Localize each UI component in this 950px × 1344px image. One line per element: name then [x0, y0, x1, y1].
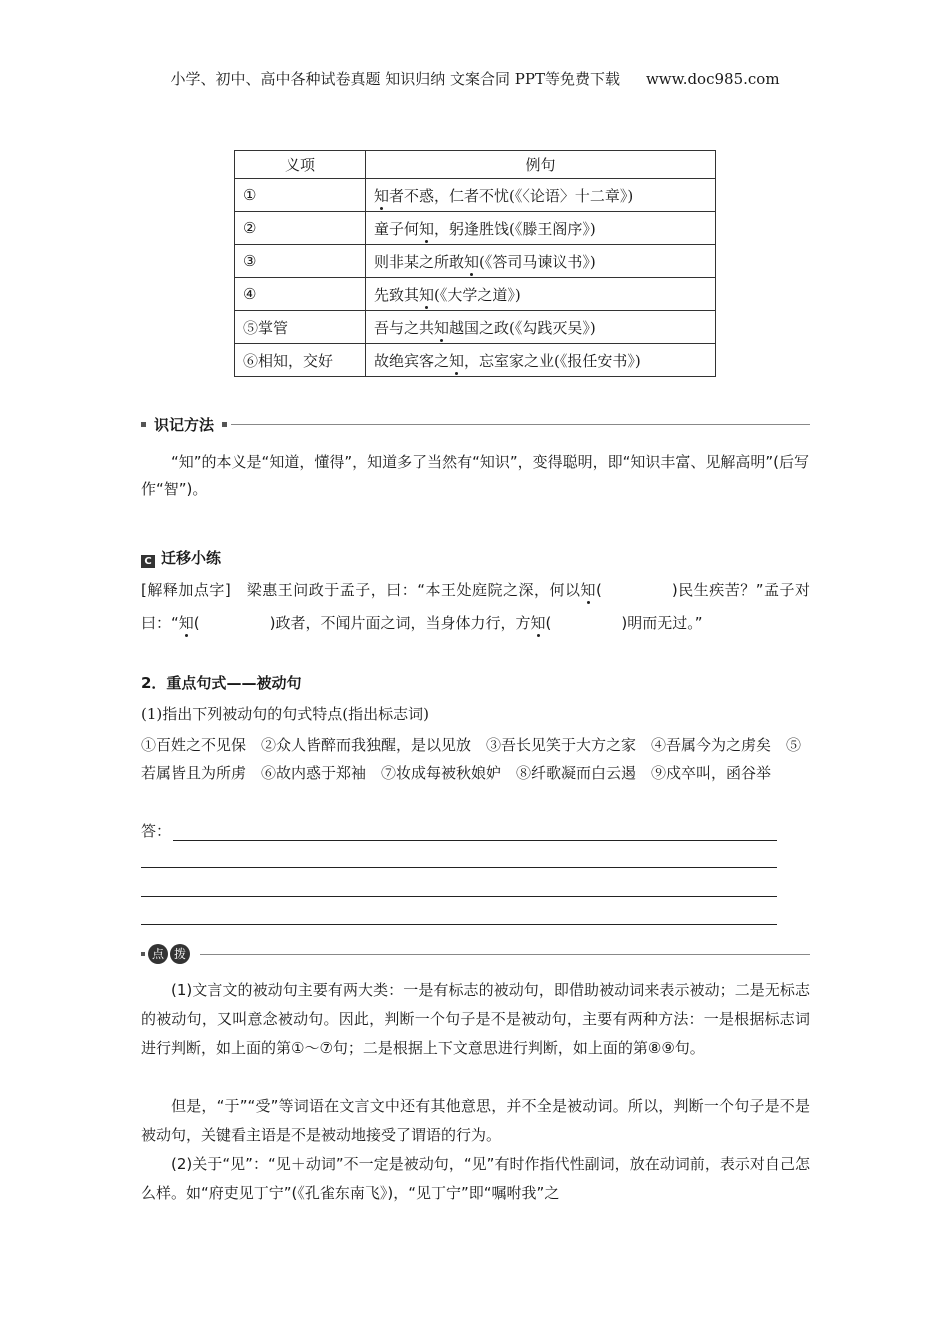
dotted-char: 知: [178, 614, 194, 632]
divider: [200, 954, 810, 955]
example-cell: 知者不惑，仁者不忧(《〈论语〉十二章》): [366, 179, 716, 212]
dotted-char: 知: [374, 186, 390, 205]
sense-table: [234, 150, 716, 377]
example-cell: 故绝宾客之知，忘室家之业(《报任安书》): [366, 344, 716, 377]
divider: [231, 424, 810, 425]
sense-cell: ①: [235, 179, 366, 212]
tip-para-2: 但是，“于”“受”等词语在文言文中还有其他意思，并不全是被动词。所以，判断一个句子是不是被动句，关键看主语是不是被动地接受了谓语的行为。: [141, 1097, 810, 1144]
table-row: [235, 311, 716, 344]
example-cell: 先致其知(《大学之道》): [366, 278, 716, 311]
sense-cell: ③: [235, 245, 366, 278]
table-row: [235, 179, 716, 212]
dotted-char: 知: [449, 351, 465, 370]
section2-question: (1)指出下列被动句的句式特点(指出标志词): [141, 705, 429, 723]
table-header-row: [235, 151, 716, 179]
answer-label: 答：: [141, 822, 172, 840]
tip-para-1: (1)文言文的被动句主要有两大类：一是有标志的被动句，即借助被动词来表示被动；二是无标志的被动句，又叫意念被动句。因此，判断一个句子是不是被动句，主要有两种方法：一是根据标志词进行判断，如上面的第①～⑦句；二是根据上下文意思进行判断，如上面的第⑧⑨句。: [141, 981, 810, 1057]
square-bullet-icon: [222, 422, 227, 427]
sense-cell: ⑥相知，交好: [235, 344, 366, 377]
answer-line[interactable]: [141, 867, 777, 868]
practice-title: 迁移小练: [161, 549, 222, 567]
tip-circle-1: 点: [148, 944, 168, 964]
dotted-char: 知: [419, 285, 435, 304]
header-site[interactable]: www.doc985.com: [645, 70, 780, 88]
practice-c-icon: C: [141, 555, 155, 568]
table-row: [235, 245, 716, 278]
page-header: [0, 68, 950, 89]
practice-text: [解释加点字] 梁惠王问政于孟子，曰：“本王处庭院之深，何以知( )民生疾苦？”孟子对曰：“知( )政者，不闻片面之词，当身体力行，方知( )明而无过。”: [141, 581, 811, 632]
answer-line[interactable]: [141, 924, 777, 925]
method-title: 识记方法: [154, 415, 215, 434]
dotted-char: 知: [464, 252, 480, 271]
square-bullet-icon: [141, 422, 146, 427]
section2-title: 2．重点句式——被动句: [141, 674, 302, 692]
sense-cell: ②: [235, 212, 366, 245]
tip-heading: [141, 942, 810, 966]
table-row: [235, 278, 716, 311]
example-cell: 童子何知，躬逢胜饯(《滕王阁序》): [366, 212, 716, 245]
dotted-char: 知: [580, 581, 597, 599]
table-row: [235, 344, 716, 377]
header-text: 小学、初中、高中各种试卷真题 知识归纳 文案合同 PPT等免费下载: [170, 70, 620, 88]
sense-cell: ⑤掌管: [235, 311, 366, 344]
header-sense: 义项: [235, 151, 366, 179]
answer-line[interactable]: [141, 896, 777, 897]
tip-para-3: (2)关于“见”：“见＋动词”不一定是被动句，“见”有时作指代性副词，放在动词前，表示对自己怎么样。如“府吏见丁宁”(《孔雀东南飞》)，“见丁宁”即“嘱咐我”之: [141, 1155, 810, 1202]
section2-items: ①百姓之不见保 ②众人皆醉而我独醒，是以见放 ③吾长见笑于大方之家 ④吾属今为之虏矣 ⑤若属皆且为所虏 ⑥故内惑于郑袖 ⑦妆成每被秋娘妒 ⑧纤歌凝而白云遏 ⑨戍卒叫，函谷举: [141, 736, 802, 782]
method-heading: [141, 414, 810, 434]
dotted-char: 知: [530, 614, 546, 632]
sense-cell: ④: [235, 278, 366, 311]
example-cell: 则非某之所敢知(《答司马谏议书》): [366, 245, 716, 278]
square-bullet-icon: [141, 952, 145, 956]
practice-heading: [141, 545, 810, 572]
dotted-char: 知: [419, 219, 435, 238]
dotted-char: 知: [434, 318, 450, 337]
example-cell: 吾与之共知越国之政(《勾践灭吴》): [366, 311, 716, 344]
header-example: 例句: [366, 151, 716, 179]
tip-circle-2: 拨: [170, 944, 190, 964]
table-row: [235, 212, 716, 245]
method-text: “知”的本义是“知道，懂得”，知道多了当然有“知识”，变得聪明，即“知识丰富、见解高明”(后写作“智”)。: [141, 453, 810, 498]
answer-line[interactable]: [173, 840, 777, 841]
